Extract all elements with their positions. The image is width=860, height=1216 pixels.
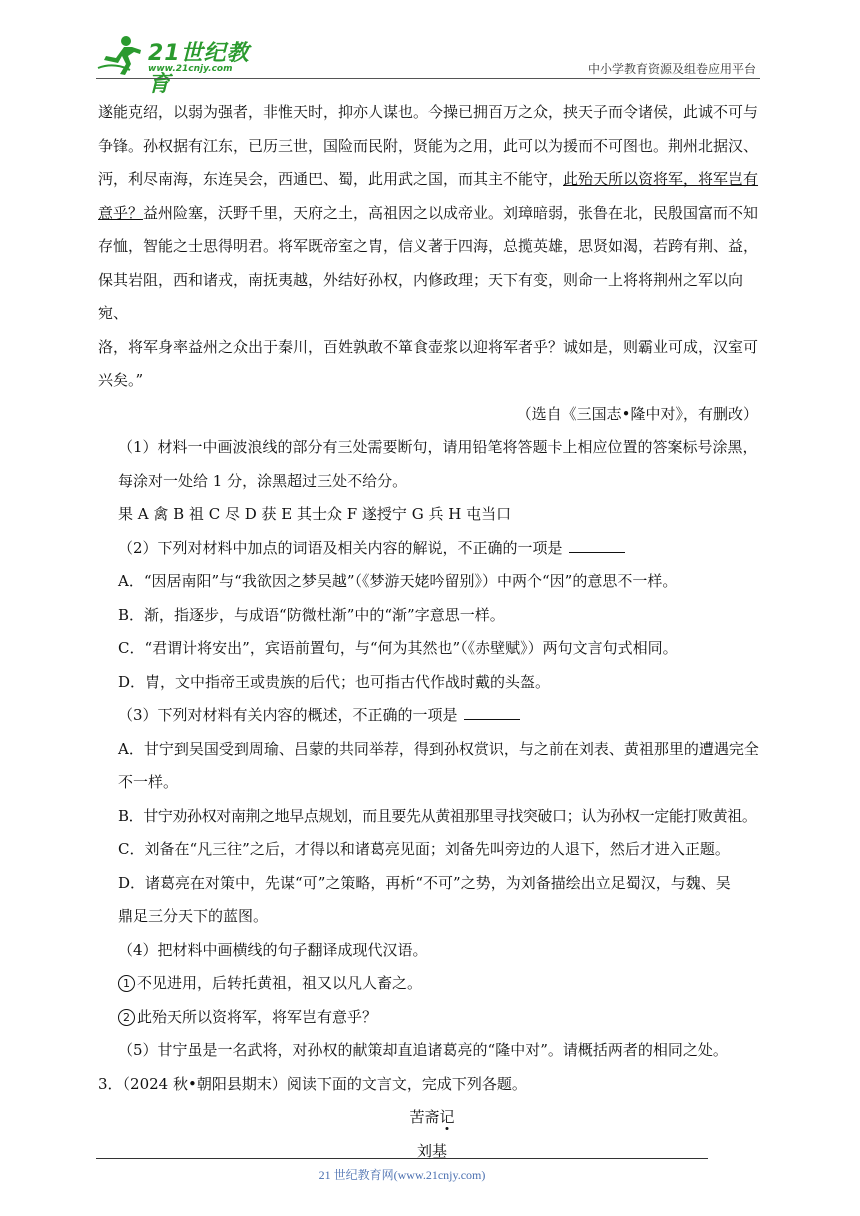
underlined-sentence: 此殆天所以资将军，将军岂有 <box>563 170 759 188</box>
question-4-item-2-text: 此殆天所以资将军，将军岂有意乎？ <box>137 1007 378 1026</box>
question-1-stem-cont: 每涂对一处给 1 分，涂黑超过三处不给分。 <box>118 471 408 490</box>
question-4-item-1 <box>118 967 766 1001</box>
underlined-sentence: 意乎？ <box>98 203 144 222</box>
question-2-option-d: D．胄，文中指帝王或贵族的后代；也可指古代作战时戴的头盔。 <box>118 672 551 691</box>
question-3-option-b: B．甘宁劝孙权对南荆之地早点规划，而且要先从黄祖那里寻找突破口；认为孙权一定能打败黄祖。 <box>118 806 757 825</box>
question-4-item-1-text: 不见进用，后转托黄祖，祖又以凡人畜之。 <box>137 974 423 992</box>
passage-text: 益州险塞，沃野千里，天府之土，高祖因之以成帝业。刘璋暗弱，张鲁在北，民殷国富而不知 <box>143 203 759 222</box>
question-1-stem: （1）材料一中画波浪线的部分有三处需要断句，请用铅笔将答题卡上相应位置的答案标号涂黑， <box>118 438 758 456</box>
passage-line <box>98 197 766 231</box>
passage-line <box>98 364 766 398</box>
passage-line <box>98 230 766 264</box>
passage-line <box>98 96 766 130</box>
answer-blank[interactable] <box>464 705 520 720</box>
runner-logo-icon <box>96 34 146 76</box>
platform-name: 中小学教育资源及组卷应用平台 <box>587 62 756 76</box>
page-footer[interactable]: 21 世纪教育网(www.21cnjy.com) <box>318 1168 486 1182</box>
passage-text: 保其岩阻，西和诸戎，南抚夷越，外结好孙权，内修政理；天下有变，则命一上将将荆州之军以向宛、 <box>98 270 744 322</box>
passage-line <box>98 130 766 164</box>
circled-number-2: 2 <box>118 1009 135 1026</box>
question-3-header: 3．（2024 秋•朝阳县期末）阅读下面的文言文，完成下列各题。 <box>98 1074 527 1093</box>
passage-text: 存恤，智能之士思得明君。将军既帝室之胄，信义著于四海，总揽英雄，思贤如渴，若跨有荆、益， <box>98 237 759 255</box>
document-body <box>98 96 766 1168</box>
passage-text: 洛，将军身率益州之众出于秦川，百姓孰敢不箪食壶浆以迎将军者乎？诚如是，则霸业可成，汉室可 <box>98 337 759 356</box>
question-2-option-a: A．“因居南阳”与“我欲因之梦吴越”（《梦游天姥吟留别》）中两个“因”的意思不一样。 <box>118 572 678 590</box>
answer-blank[interactable] <box>569 538 625 553</box>
passage-line <box>98 163 766 197</box>
question-2-option-c: C．“君谓计将安出”，宾语前置句，与“何为其然也”（《赤壁赋》）两句文言句式相同。 <box>118 639 678 657</box>
question-1-options: 果 A 禽 B 祖 C 尽 D 获 E 其士众 F 遂授宁 G 兵 H 屯当口 <box>118 505 512 523</box>
circled-number-1: 1 <box>118 975 135 992</box>
site-logo[interactable] <box>96 34 266 97</box>
page-header <box>96 30 760 97</box>
question-3-option-c: C．刘备在“凡三往”之后，才得以和诸葛亮见面；刘备先叫旁边的人退下，然后才进入正题。 <box>118 840 730 858</box>
passage-text: 遂能克绍，以弱为强者，非惟天时，抑亦人谋也。今操已拥百万之众，挟天子而令诸侯，此诚不可与 <box>98 103 759 121</box>
question-3-option-a: A．甘宁到吴国受到周瑜、吕蒙的共同举荐，得到孙权赏识，与之前在刘表、黄祖那里的遭遇完全 <box>118 739 759 758</box>
question-3-option-a-cont: 不一样。 <box>118 773 179 791</box>
essay-title <box>98 1101 766 1135</box>
question-3-text: （3）下列对材料有关内容的概述，不正确的一项是 <box>118 706 458 724</box>
essay-title-dotted-char: 记 <box>439 1108 455 1126</box>
essay-author: 刘基 <box>416 1141 447 1160</box>
passage-text: 沔，利尽南海，东连吴会，西通巴、蜀，此用武之国，而其主不能守， <box>98 170 564 188</box>
passage-text: 兴矣。” <box>98 371 144 389</box>
question-3-option-d: D．诸葛亮在对策中，先谋“可”之策略，再析“不可”之势，为刘备描绘出立足蜀汉，与魏、吴 <box>118 873 731 892</box>
question-2-option-b: B．渐，指逐步，与成语“防微杜渐”中的“渐”字意思一样。 <box>118 605 505 624</box>
footer-divider <box>96 1158 708 1159</box>
question-5-stem: （5）甘宁虽是一名武将，对孙权的献策却直追诸葛亮的“隆中对”。请概括两者的相同之处。 <box>118 1041 728 1059</box>
logo-text: 21世纪教育 <box>148 41 250 97</box>
essay-title-text: 苦斋 <box>409 1108 440 1126</box>
passage-line <box>98 264 766 331</box>
logo-url: www.21cnjy.com <box>148 64 233 74</box>
passage-source: （选自《三国志•隆中对》，有删改） <box>516 404 758 423</box>
question-2-stem <box>118 532 766 566</box>
header-divider <box>96 78 760 79</box>
question-3-stem <box>118 699 766 733</box>
question-4-item-2 <box>118 1001 766 1035</box>
passage-text: 争锋。孙权据有江东，已历三世，国险而民附，贤能为之用，此可以为援而不可图也。荆州北据汉、 <box>98 136 759 155</box>
question-4-stem: （4）把材料中画横线的句子翻译成现代汉语。 <box>118 940 428 959</box>
question-3-option-d-cont: 鼎足三分天下的蓝图。 <box>118 907 269 925</box>
question-2-text: （2）下列对材料中加点的词语及相关内容的解说，不正确的一项是 <box>118 538 563 557</box>
passage-line <box>98 331 766 365</box>
